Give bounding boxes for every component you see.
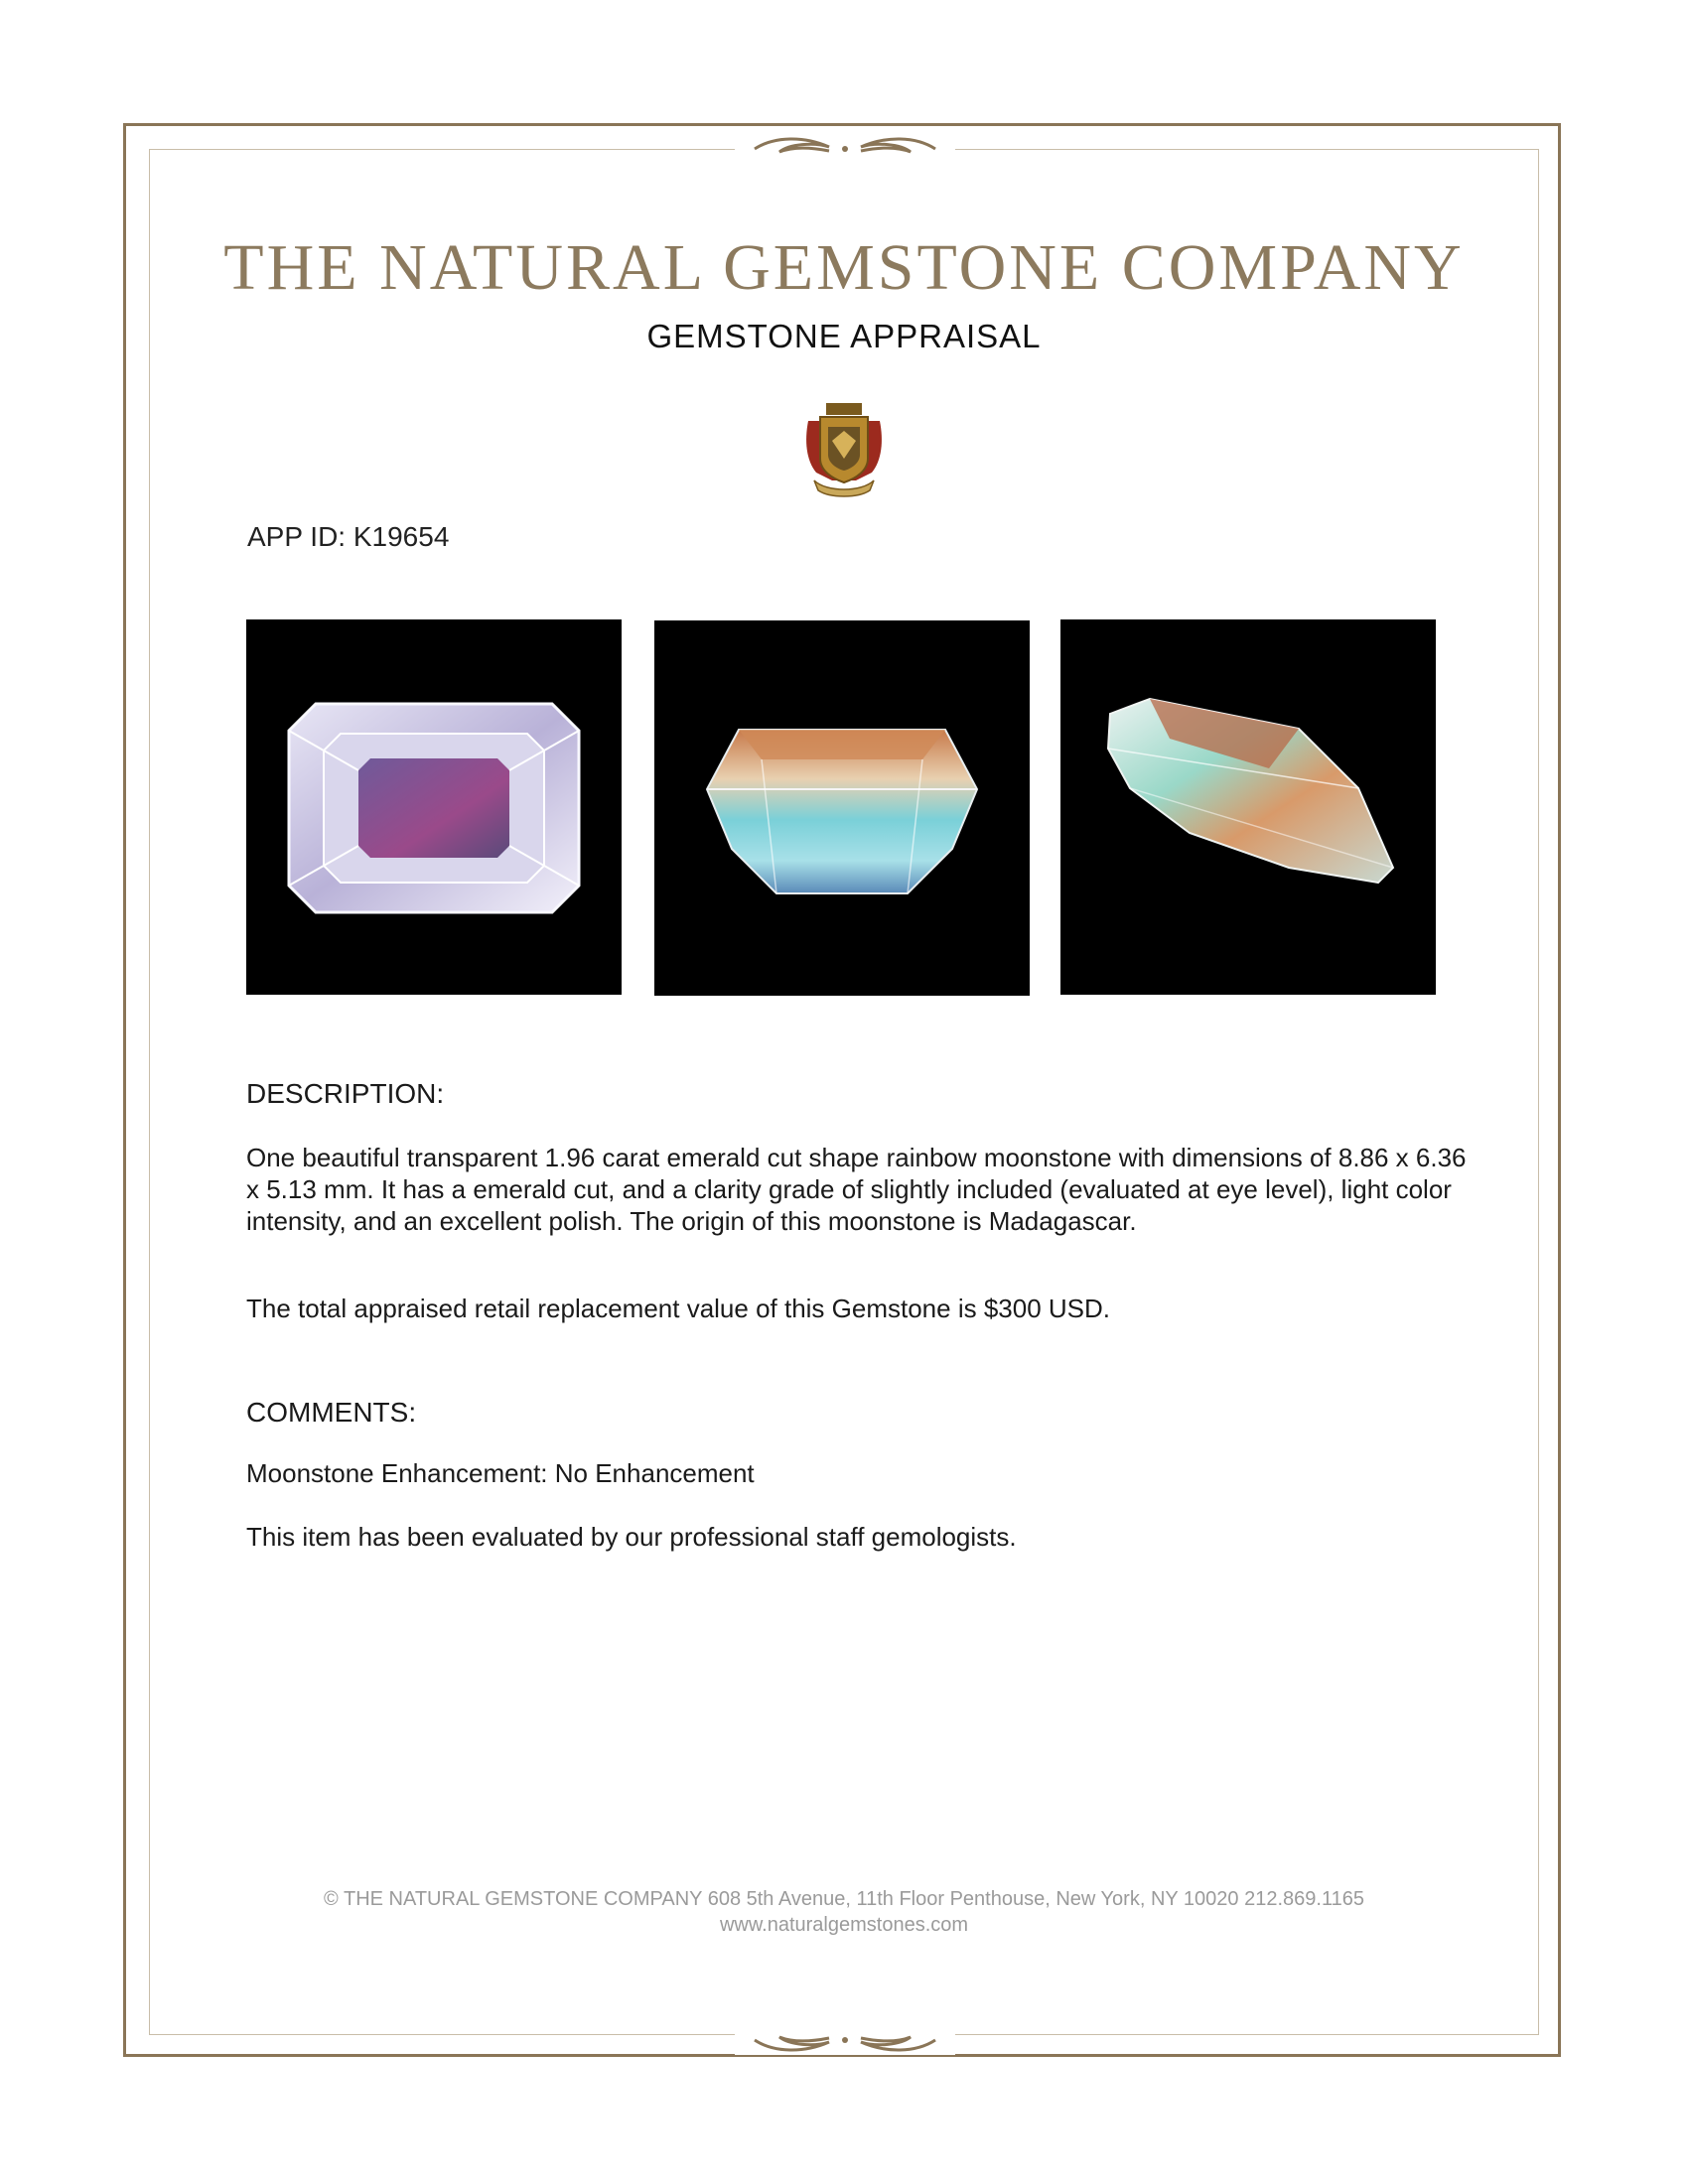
gem-angled-view-image [1060, 619, 1436, 995]
gem-top-view-icon [246, 619, 622, 995]
gem-side-view-icon [654, 620, 1030, 996]
enhancement-text: Moonstone Enhancement: No Enhancement [246, 1458, 755, 1488]
description-text: One beautiful transparent 1.96 carat emerald cut shape rainbow moonstone with dimensions of 8.86 x 6.36 x 5.13 mm. It has a emerald cut, and a clarity grade of slightly included (evaluated at eye level), light color intensity, and an excellent polish. The origin of this moonstone is Madagascar. [246, 1143, 1467, 1236]
footer-website[interactable]: www.naturalgemstones.com [719, 1914, 969, 1936]
app-id: APP ID: K19654 [247, 521, 450, 552]
company-name: THE NATURAL GEMSTONE COMPANY [223, 231, 1465, 304]
gem-image-row [0, 619, 1688, 997]
bottom-ornament-icon [735, 2025, 955, 2055]
crest-logo-icon [802, 401, 886, 498]
gem-side-view-image [654, 620, 1030, 996]
top-ornament-icon [735, 134, 955, 164]
document-title: GEMSTONE APPRAISAL [646, 318, 1042, 354]
description-label: DESCRIPTION: [246, 1078, 445, 1109]
gem-angled-view-icon [1060, 619, 1436, 995]
comments-label: COMMENTS: [246, 1397, 417, 1428]
appraised-value-text: The total appraised retail replacement value of this Gemstone is $300 USD. [246, 1294, 1111, 1323]
gem-top-view-image [246, 619, 622, 995]
footer-address: © THE NATURAL GEMSTONE COMPANY 608 5th Avenue, 11th Floor Penthouse, New York, NY 10020 212.869.1165 [324, 1888, 1364, 1910]
evaluation-text: This item has been evaluated by our professional staff gemologists. [246, 1522, 1017, 1552]
